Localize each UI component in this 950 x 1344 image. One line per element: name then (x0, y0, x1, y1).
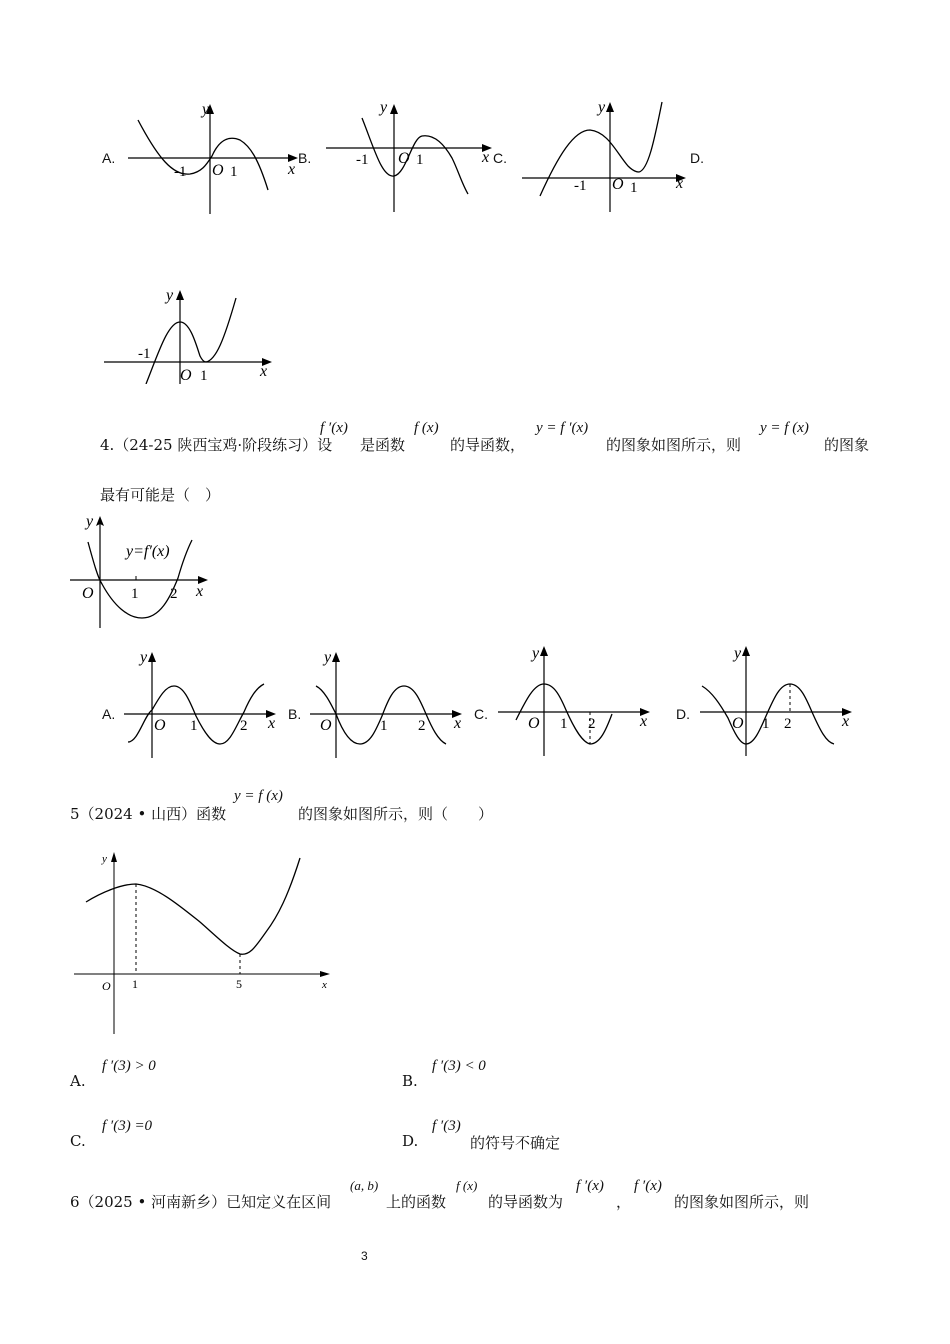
q3-graph-d (100, 284, 280, 384)
q3-option-c-label[interactable]: C. (493, 150, 507, 166)
q4-given-xlabel: x (196, 583, 204, 600)
q5-option-b-expr[interactable]: f ′(3) < 0 (432, 1058, 486, 1074)
q4-c-origin: O (528, 715, 540, 732)
q5-math-eq: y = f (x) (234, 788, 283, 804)
q5-option-d-tail: 的符号不确定 (470, 1134, 561, 1152)
q5-tick-1: 1 (132, 977, 138, 991)
q5-option-d-label[interactable]: D. (402, 1132, 419, 1150)
q6-text-mid1: 上的函数 (386, 1193, 447, 1211)
q3-c-ylabel: y (598, 99, 606, 116)
q3-option-a-label[interactable]: A. (102, 150, 116, 166)
q3-a-tick-1: 1 (230, 164, 238, 180)
q5-text-prefix: 5（2024 • 山西）函数 (70, 805, 227, 823)
q5-graph (70, 846, 340, 1038)
q5-ylabel: y (102, 853, 107, 865)
q4-given-graph (66, 508, 216, 632)
q4-math-eq2: y = f (x) (760, 420, 809, 436)
q4-graph-c (494, 640, 659, 758)
q3-d-tick-neg1: -1 (138, 346, 151, 362)
q4-given-ylabel: y (86, 513, 94, 530)
q3-graph-b (322, 98, 497, 216)
q3-b-origin: O (398, 150, 410, 167)
q3-d-ylabel: y (166, 287, 174, 304)
q4-option-d-label[interactable]: D. (676, 706, 690, 722)
q5-option-c-expr[interactable]: f ′(3) =0 (102, 1118, 153, 1134)
q4-given-tick-1: 1 (131, 586, 139, 602)
q4-math-f: f (x) (414, 420, 439, 436)
q4-b-tick-2: 2 (418, 718, 426, 734)
q3-graph-a (128, 98, 303, 216)
q3-c-tick-neg1: -1 (574, 178, 587, 194)
q3-d-tick-1: 1 (200, 368, 208, 384)
q5-tick-5: 5 (236, 977, 242, 991)
q4-option-b-label[interactable]: B. (288, 706, 302, 722)
q5-text-suffix: 的图象如图所示，则（ ） (298, 805, 494, 823)
q4-text-line2: 最有可能是（ ） (100, 486, 221, 504)
q4-option-c-label[interactable]: C. (474, 706, 488, 722)
q5-xlabel: x (322, 979, 327, 991)
q4-d-tick-1: 1 (762, 716, 770, 732)
q4-a-ylabel: y (140, 649, 148, 666)
q3-c-xlabel: x (676, 175, 684, 192)
q6-math-fp1: f ′(x) (576, 1178, 604, 1194)
q4-text-prefix: 4.（24-25 陕西宝鸡·阶段练习）设 (100, 436, 333, 454)
q4-d-ylabel: y (734, 645, 742, 662)
q6-text-mid2: 的导函数为 (488, 1193, 564, 1211)
q3-c-tick-1: 1 (630, 180, 638, 196)
q3-d-origin: O (180, 367, 192, 384)
q4-graph-a (120, 646, 285, 762)
q3-option-d-label[interactable]: D. (690, 150, 704, 166)
q6-math-interval: (a, b) (350, 1178, 379, 1193)
q5-option-a-expr[interactable]: f ′(3) > 0 (102, 1058, 156, 1074)
q4-b-xlabel: x (454, 715, 462, 732)
q4-given-origin: O (82, 585, 94, 602)
page-number: 3 (361, 1249, 368, 1263)
q6-text-comma: ， (616, 1193, 632, 1211)
q4-math-fprime: f ′(x) (320, 420, 348, 436)
q4-c-xlabel: x (640, 713, 648, 730)
q5-option-c-label[interactable]: C. (70, 1132, 86, 1150)
q3-a-xlabel: x (288, 161, 296, 178)
q4-option-a-label[interactable]: A. (102, 706, 116, 722)
q5-option-a-label[interactable]: A. (70, 1072, 86, 1090)
q4-b-tick-1: 1 (380, 718, 388, 734)
q4-given-tick-2: 2 (170, 586, 178, 602)
q4-c-tick-1: 1 (560, 716, 568, 732)
q4-a-tick-1: 1 (190, 718, 198, 734)
q3-a-origin: O (212, 162, 224, 179)
q5-option-b-label[interactable]: B. (402, 1072, 418, 1090)
q3-b-xlabel: x (482, 149, 490, 166)
q3-b-tick-neg1: -1 (356, 152, 369, 168)
q4-math-eq1: y = f ′(x) (536, 420, 589, 436)
q3-graph-c (518, 96, 693, 216)
q5-option-d-expr[interactable]: f ′(3) (432, 1118, 461, 1134)
q4-given-curve-label: y=f′(x) (126, 543, 170, 560)
q4-graph-d (696, 640, 861, 758)
q4-text-mid3: 的图象如图所示，则 (606, 436, 742, 454)
q4-text-mid1: 是函数 (360, 436, 406, 454)
q3-option-b-label[interactable]: B. (298, 150, 312, 166)
q4-a-xlabel: x (268, 715, 276, 732)
q4-b-ylabel: y (324, 649, 332, 666)
q4-graph-b (306, 646, 471, 762)
q6-math-f: f (x) (456, 1178, 478, 1193)
q3-a-tick-neg1: -1 (174, 164, 187, 180)
q3-d-xlabel: x (260, 363, 268, 380)
q4-d-tick-2: 2 (784, 716, 792, 732)
q4-a-origin: O (154, 717, 166, 734)
q4-text-suffix: 的图象 (824, 436, 870, 454)
q4-c-ylabel: y (532, 645, 540, 662)
q4-c-tick-2: 2 (588, 716, 596, 732)
q5-origin: O (102, 979, 111, 993)
q4-d-origin: O (732, 715, 744, 732)
q4-text-mid2: 的导函数， (450, 436, 526, 454)
q3-b-ylabel: y (380, 99, 388, 116)
q3-c-origin: O (612, 176, 624, 193)
q4-b-origin: O (320, 717, 332, 734)
q4-a-tick-2: 2 (240, 718, 248, 734)
q6-text-prefix: 6（2025 • 河南新乡）已知定义在区间 (70, 1193, 332, 1211)
q4-d-xlabel: x (842, 713, 850, 730)
q3-b-tick-1: 1 (416, 152, 424, 168)
q6-text-suffix: 的图象如图所示，则 (674, 1193, 810, 1211)
q6-math-fp2: f ′(x) (634, 1178, 662, 1194)
q3-a-ylabel: y (202, 101, 210, 118)
